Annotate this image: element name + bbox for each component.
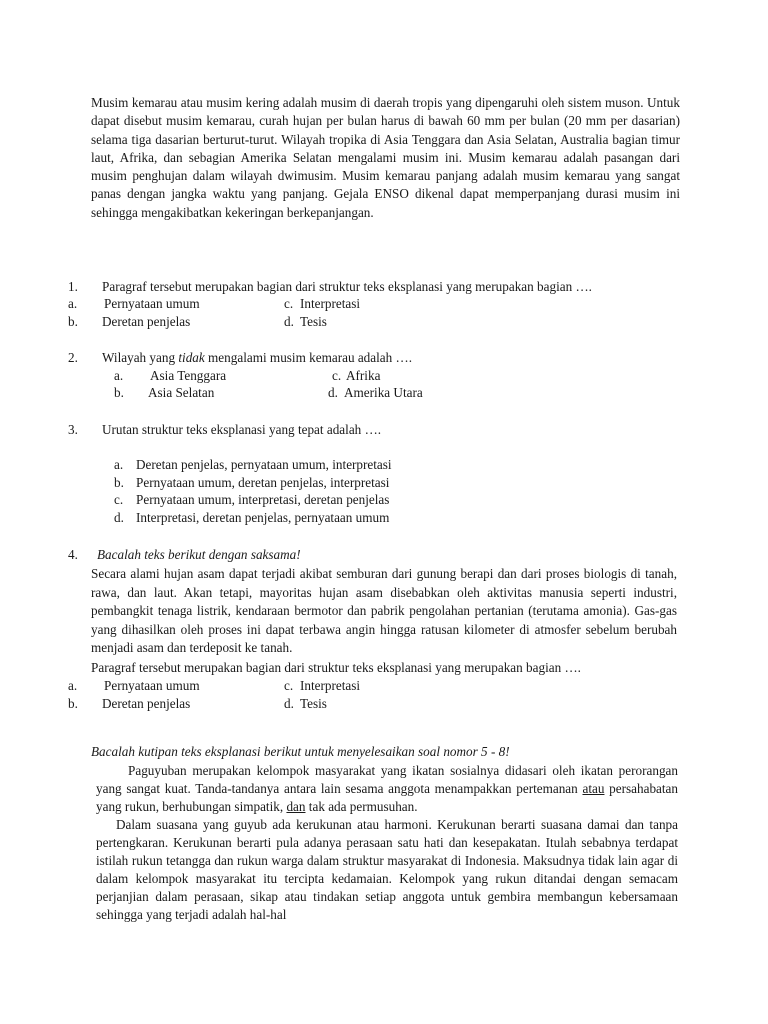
option-letter: a. bbox=[114, 457, 124, 472]
option-letter: c. bbox=[332, 368, 342, 383]
question-passage: Secara alami hujan asam dapat terjadi akibat semburan dari gunung berapi dan dari proses biologis di tanah, rawa, dan laut. Akan tetapi, mayoritas hujan asam disebabkan oleh aktivitas manusia seperti industri, pembangkit tenaga listrik, kendaraan bermotor dan pabrik pengolahan pertanian (terutama amonia). Gas-gas yang dihasilkan oleh proses ini dapat terbawa angin hingga ratusan kilometer di atmosfer sebelum berubah menjadi asam dan terdeposit ke tanah. bbox=[91, 566, 677, 656]
option-letter: b. bbox=[68, 314, 78, 329]
paragraph-text: tak ada permusuhan. bbox=[308, 799, 418, 814]
option-d: Interpretasi, deretan penjelas, pernyataan umum bbox=[136, 510, 390, 525]
option-letter: a. bbox=[68, 678, 78, 693]
option-c: Afrika bbox=[346, 368, 381, 383]
section-paragraph-1 bbox=[96, 762, 678, 816]
option-c: Interpretasi bbox=[300, 678, 361, 693]
section-instruction: Bacalah kutipan teks eksplanasi berikut untuk menyelesaikan soal nomor 5 - 8! bbox=[91, 744, 510, 759]
question-text-part: Wilayah yang bbox=[102, 350, 176, 365]
option-a: Asia Tenggara bbox=[150, 368, 227, 383]
option-letter: b. bbox=[114, 475, 124, 490]
option-b: Asia Selatan bbox=[148, 385, 215, 400]
question-text: Paragraf tersebut merupakan bagian dari struktur teks eksplanasi yang merupakan bagian …. bbox=[91, 660, 581, 675]
option-letter: b. bbox=[68, 696, 78, 711]
underlined-word: atau bbox=[582, 781, 605, 796]
option-d: Tesis bbox=[300, 696, 327, 711]
option-letter: c. bbox=[284, 296, 294, 311]
option-d: Amerika Utara bbox=[344, 385, 423, 400]
question-number: 4. bbox=[68, 547, 78, 562]
option-letter: a. bbox=[68, 296, 78, 311]
option-letter: d. bbox=[284, 314, 294, 329]
option-b: Deretan penjelas bbox=[102, 696, 191, 711]
option-a: Deretan penjelas, pernyataan umum, interpretasi bbox=[136, 457, 392, 472]
underlined-word: dan bbox=[286, 799, 306, 814]
question-number: 3. bbox=[68, 422, 78, 437]
option-a: Pernyataan umum bbox=[104, 296, 200, 311]
option-letter: c. bbox=[284, 678, 294, 693]
question-text bbox=[102, 349, 412, 367]
intro-paragraph: Musim kemarau atau musim kering adalah musim di daerah tropis yang dipengaruhi oleh sistem muson. Untuk dapat disebut musim kemarau, curah hujan per bulan harus di bawah 60 mm per bulan (20 mm per dasarian) selama tiga dasarian berturut-turut. Wilayah tropika di Asia Tenggara dan Asia Selatan, Australia bagian timur laut, Afrika, dan sebagian Amerika Selatan mengalami musim ini. Musim kemarau adalah pasangan dari musim penghujan dalam wilayah dwimusim. Musim kemarau panjang adalah musim kemarau yang sangat panas dengan jangka waktu yang panjang. Gejala ENSO dikenal dapat memperpanjang durasi musim ini sehingga mengakibatkan kekeringan berkepanjangan. bbox=[91, 95, 680, 220]
question-number: 2. bbox=[68, 350, 78, 365]
option-letter: c. bbox=[114, 492, 124, 507]
option-d: Tesis bbox=[300, 314, 327, 329]
option-letter: d. bbox=[284, 696, 294, 711]
question-text: Paragraf tersebut merupakan bagian dari struktur teks eksplanasi yang merupakan bagian …. bbox=[102, 279, 592, 294]
section-paragraph-2: Dalam suasana yang guyub ada kerukunan atau harmoni. Kerukunan berarti suasana damai dan tanpa pertengkaran. Kerukunan berarti pula adanya perasaan satu hati dan kesepakatan. Itulah sebabnya terdapat istilah rukun tetangga dan rukun warga dalam struktur masyarakat di Indonesia. Maksudnya tidak lain agar di dalam kelompok masyarakat itu tercipta kedamaian. Kelompok yang rukun ditandai dengan semacam perjanjian dalam perasaan, sikap atau tindakan setiap anggota untuk gembira membangun kebersamaan sehingga yang terjadi adalah hal-hal bbox=[96, 817, 678, 922]
paragraph-text: Paguyuban merupakan kelompok masyarakat yang ikatan sosialnya didasari oleh ikatan perorangan yang sangat kuat. Tanda-tandanya antara lain sesama anggota menampakkan pertemanan bbox=[96, 763, 678, 796]
option-c: Interpretasi bbox=[300, 296, 361, 311]
option-letter: d. bbox=[114, 510, 124, 525]
option-b: Pernyataan umum, deretan penjelas, interpretasi bbox=[136, 475, 390, 490]
question-text: Urutan struktur teks eksplanasi yang tepat adalah …. bbox=[102, 422, 382, 437]
option-letter: b. bbox=[114, 385, 124, 400]
option-c: Pernyataan umum, interpretasi, deretan penjelas bbox=[136, 492, 390, 507]
question-instruction: Bacalah teks berikut dengan saksama! bbox=[97, 547, 301, 562]
option-b: Deretan penjelas bbox=[102, 314, 191, 329]
question-number: 1. bbox=[68, 279, 78, 294]
option-letter: d. bbox=[328, 385, 338, 400]
question-text-emphasis: tidak bbox=[178, 350, 205, 365]
option-a: Pernyataan umum bbox=[104, 678, 200, 693]
option-letter: a. bbox=[114, 368, 124, 383]
paragraph-text: persahabatan yang rukun, berhubungan simpatik, bbox=[96, 781, 679, 814]
question-text-part: mengalami musim kemarau adalah …. bbox=[208, 350, 413, 365]
